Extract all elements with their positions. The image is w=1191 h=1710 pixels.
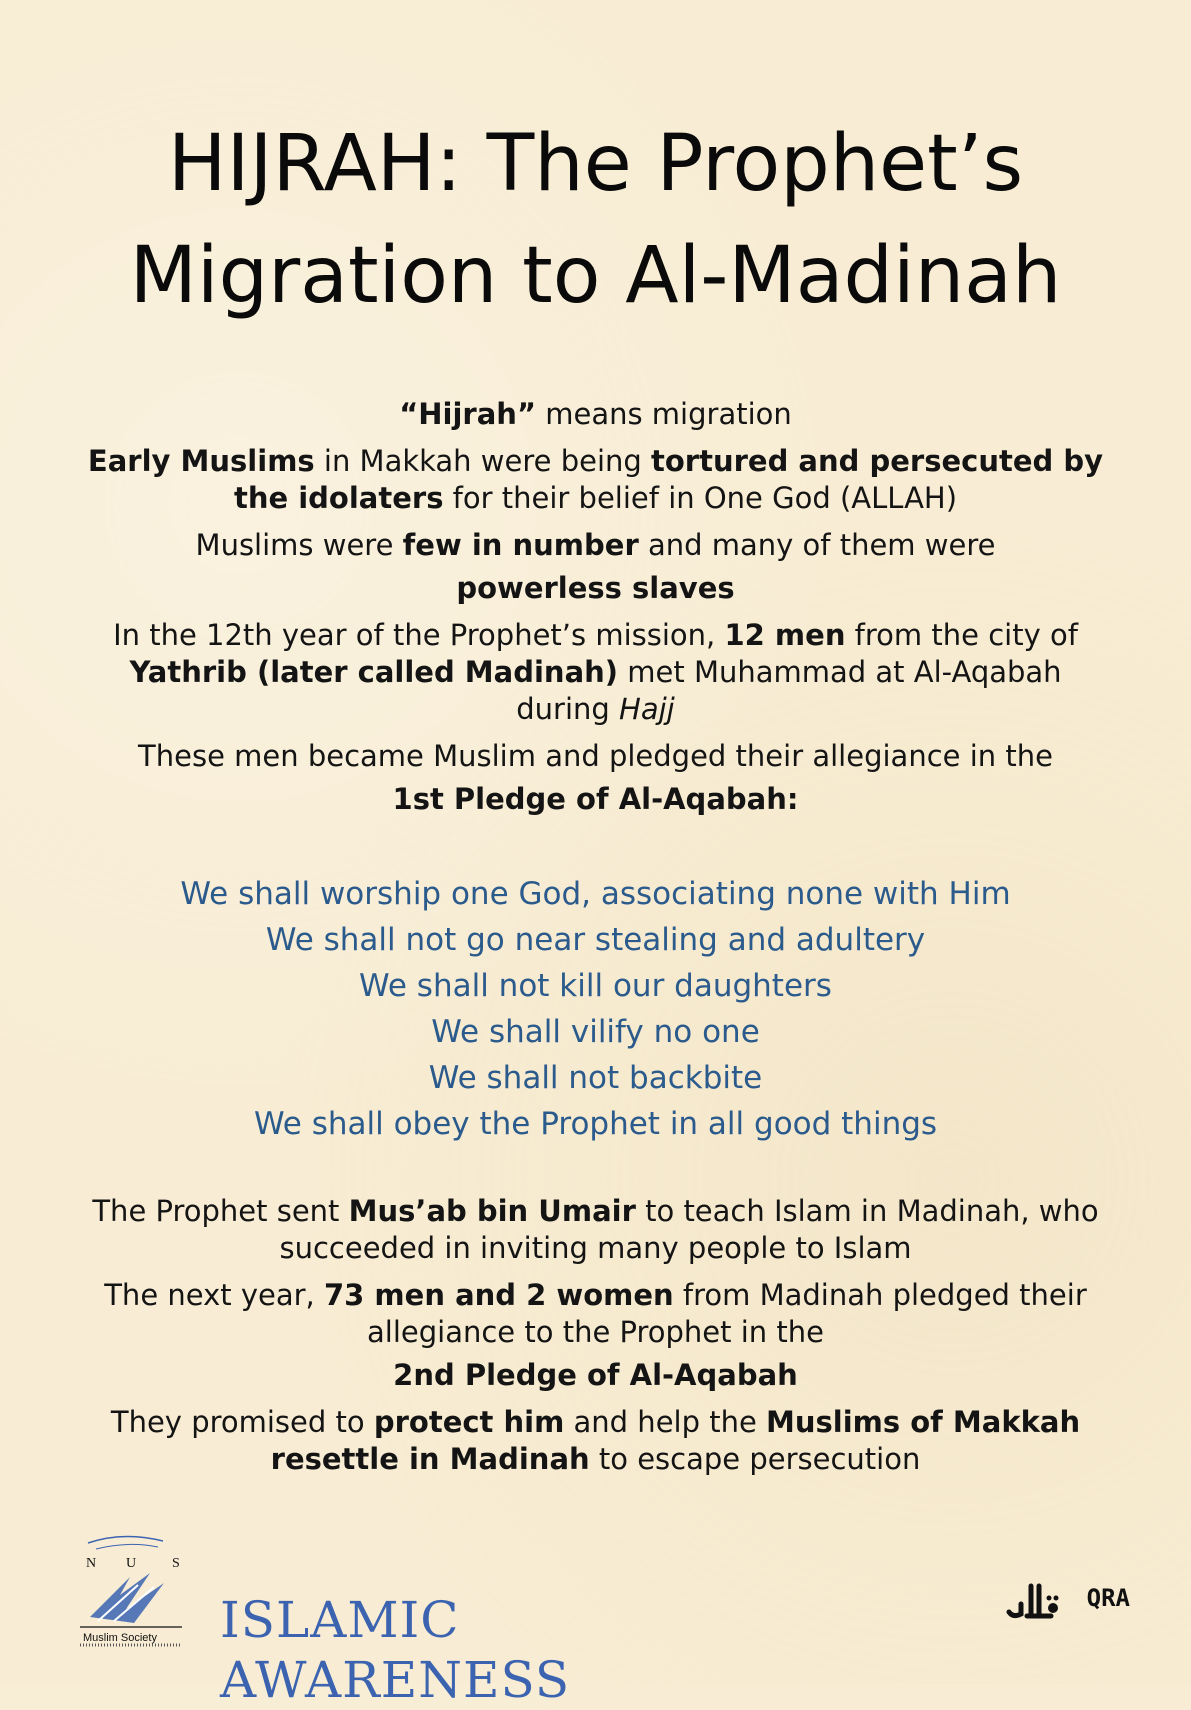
title-line-2: Migration to Al-Madinah <box>129 231 1062 321</box>
text: for their belief in One God (ALLAH) <box>443 481 958 515</box>
intro-section <box>80 396 1111 828</box>
text: and help the <box>564 1405 767 1439</box>
pledge-item: We shall worship one God, associating none with Him <box>180 876 1011 912</box>
bold-text: Yathrib (later called Madinah) <box>129 655 619 689</box>
nus-society-label: Muslim Society <box>83 1632 157 1644</box>
intro-paragraph-pledged <box>80 738 1111 775</box>
bold-text: Early Muslims <box>87 444 315 478</box>
intro-paragraph-persecution <box>80 443 1111 517</box>
nus-muslim-society-logo <box>68 1525 198 1655</box>
nus-letter: S <box>172 1556 180 1571</box>
outro-paragraph-next-year <box>80 1277 1111 1351</box>
footer-title: ISLAMIC AWARENESS <box>220 1591 571 1709</box>
nus-letter: N <box>86 1556 97 1571</box>
iqra-arabic-icon <box>1005 1578 1065 1624</box>
bold-text: Muslims of Makkah resettle in Madinah <box>270 1405 1081 1476</box>
text: in Makkah were being <box>314 444 652 478</box>
pledge-item: We shall not backbite <box>428 1060 763 1096</box>
text: to teach Islam in Madinah, who succeeded in inviting many people to Islam <box>279 1194 1099 1265</box>
bold-text: 73 men and 2 women <box>323 1278 674 1312</box>
pledge-list <box>80 871 1111 1147</box>
bold-text: 1st Pledge of Al-Aqabah: <box>392 782 799 816</box>
pledge-item: We shall not go near stealing and adultery <box>265 922 926 958</box>
text: met Muhammad at Al-Aqabah during <box>516 655 1062 726</box>
intro-paragraph-12-men <box>80 617 1111 728</box>
outro-section <box>80 1193 1111 1488</box>
text: and many of them were <box>638 528 996 562</box>
text: means migration <box>536 397 792 431</box>
bold-text: 2nd Pledge of Al-Aqabah <box>393 1358 798 1392</box>
outro-paragraph-protect <box>80 1404 1111 1478</box>
pledge-item: We shall vilify no one <box>431 1014 760 1050</box>
bold-text: “Hijrah” <box>399 397 537 431</box>
nus-swoosh-icon <box>90 1573 164 1623</box>
pledge-item: We shall not kill our daughters <box>359 968 832 1004</box>
outro-paragraph-musab <box>80 1193 1111 1267</box>
bold-text: 12 men <box>724 618 846 652</box>
page-title <box>40 108 1151 332</box>
text: They promised to <box>110 1405 374 1439</box>
intro-paragraph-few <box>80 527 1111 564</box>
text: from Madinah pledged their allegiance to the Prophet in the <box>367 1278 1087 1349</box>
nus-letter: U <box>126 1556 137 1571</box>
text: In the 12th year of the Prophet’s mission, <box>113 618 725 652</box>
outro-paragraph-2nd-pledge <box>80 1357 1111 1394</box>
iqra-logo <box>1005 1578 1130 1624</box>
text: from the city of <box>845 618 1078 652</box>
text: to escape persecution <box>589 1442 921 1476</box>
text: These men became Muslim and pledged their allegiance in the <box>138 739 1053 773</box>
text: Muslims were <box>195 528 403 562</box>
bold-text: powerless slaves <box>456 571 735 605</box>
bold-text: tortured and persecuted by the idolaters <box>233 444 1104 515</box>
italic-text: Hajj <box>619 692 675 726</box>
text: The next year, <box>104 1278 324 1312</box>
title-line-1: HIJRAH: The Prophet’s <box>167 119 1024 209</box>
text: The Prophet sent <box>92 1194 349 1228</box>
intro-paragraph-1st-pledge <box>80 781 1111 818</box>
intro-paragraph-slaves <box>80 570 1111 607</box>
bold-text: Mus’ab bin Umair <box>348 1194 636 1228</box>
intro-paragraph-hijrah <box>80 396 1111 433</box>
iqra-label: QRA <box>1086 1584 1130 1612</box>
bold-text: protect him <box>373 1405 565 1439</box>
bold-text: few in number <box>402 528 639 562</box>
pledge-item: We shall obey the Prophet in all good things <box>253 1106 938 1142</box>
